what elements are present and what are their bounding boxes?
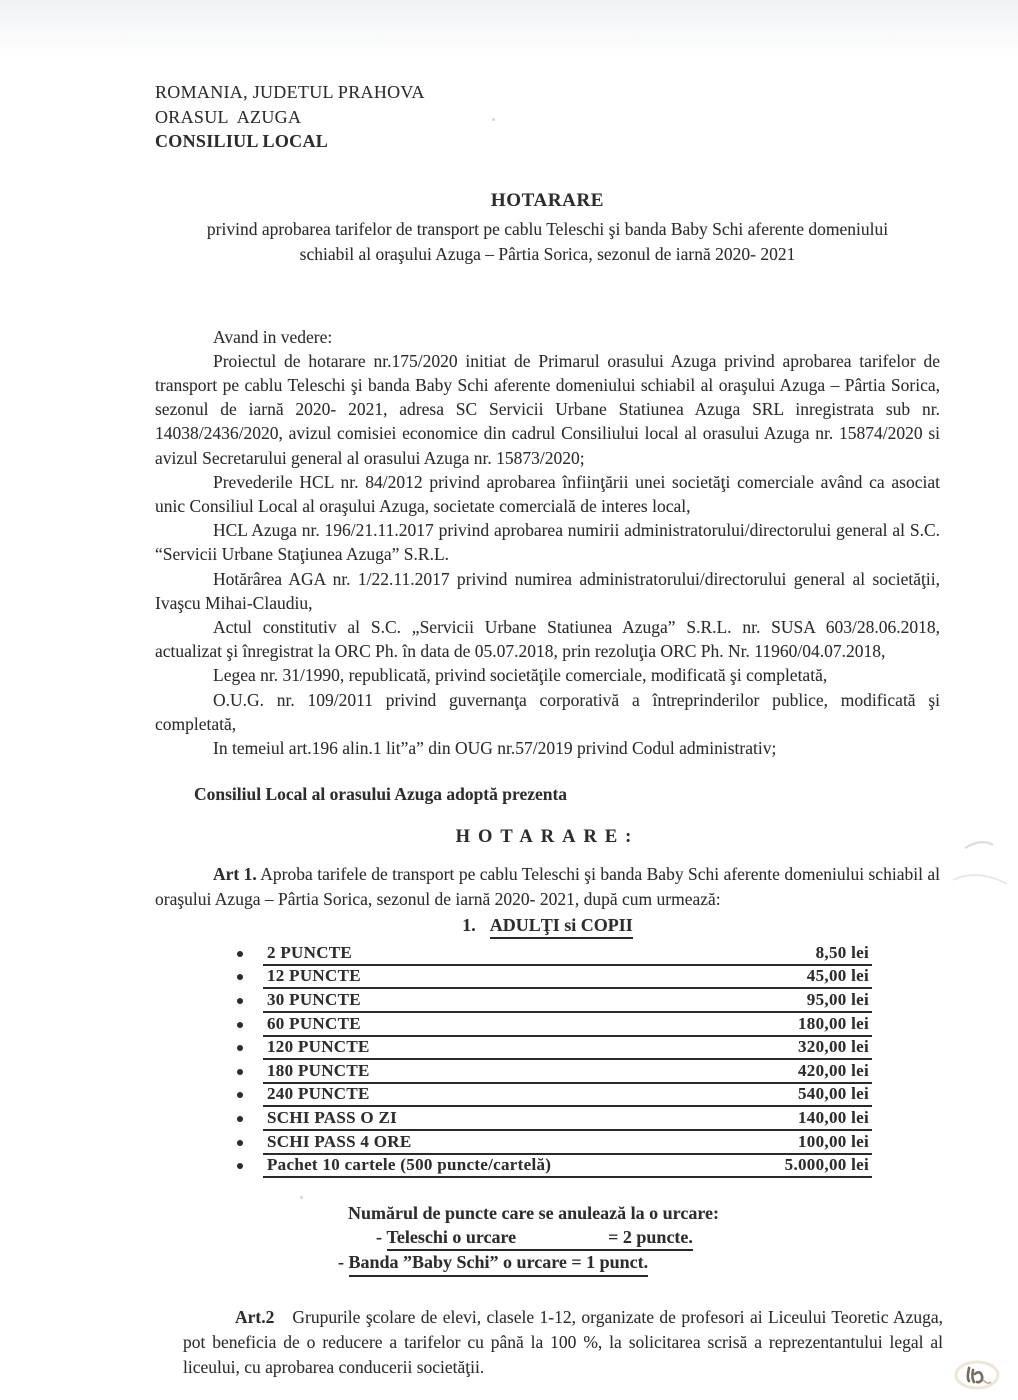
bullet-icon [237, 1140, 243, 1146]
bullet-icon [237, 951, 243, 957]
tariff-price: 420,00 lei [798, 1060, 869, 1080]
tariff-row [263, 989, 872, 1013]
preamble-paragraph: Proiectul de hotarare nr.175/2020 initiat de Primarul orasului Azuga privind aprobarea tarifelor de transport pe cablu Teleschi şi banda Baby Schi aferente domeniului schiabil al oraşului Azuga – Pârtia Sorica, sezonul de iarnă 2020- 2021, adresa SC Servicii Urbane Statiunea Azuga SRL inregistrata sub nr. 14038/2436/2020, avizul comisiei economice din cadrul Consiliului local al orasului Azuga nr. 15874/2020 si avizul Secretarului general al orasului Azuga nr. 15873/2020; [155, 350, 940, 468]
document-subtitle-line2: schiabil al oraşului Azuga – Pârtia Sorica, sezonul de iarnă 2020- 2021 [299, 243, 796, 264]
preamble-paragraphs [155, 349, 940, 760]
tariff-section-title: ADULŢI si COPII [490, 915, 633, 939]
bullet-icon [237, 974, 243, 980]
tariff-price: 8,50 lei [815, 942, 869, 962]
points-rule-teleschi-underlined [387, 1226, 693, 1252]
article-2 [183, 1305, 943, 1380]
tariff-price: 5.000,00 lei [784, 1155, 869, 1175]
teleschi-value: = 2 puncte. [608, 1226, 693, 1247]
tariff-row [263, 1037, 872, 1061]
tariff-row [263, 1131, 872, 1155]
tariff-label: 120 PUNCTE [267, 1037, 370, 1057]
tariff-label: Pachet 10 cartele (500 puncte/cartelă) [267, 1155, 552, 1175]
tariff-row [263, 966, 872, 990]
tariff-row [263, 1084, 872, 1108]
bullet-icon [237, 1092, 243, 1098]
bullet-icon [237, 1022, 243, 1028]
tariff-price: 180,00 lei [798, 1013, 869, 1033]
tariff-label: SCHI PASS O ZI [267, 1107, 398, 1127]
title-block [155, 190, 940, 267]
bullet-icon [237, 1069, 243, 1075]
tariff-label: SCHI PASS 4 ORE [267, 1131, 412, 1151]
preamble-paragraph: In temeiul art.196 alin.1 lit”a” din OUG nr.57/2019 privind Codul administrativ; [213, 737, 777, 758]
tariff-price: 45,00 lei [806, 966, 869, 986]
article-1-label: Art 1. [213, 864, 257, 885]
points-rule-title: Numărul de puncte care se anulează la o urcare: [348, 1203, 719, 1224]
document-subtitle-line1: privind aprobarea tarifelor de transport pe cablu Teleschi şi banda Baby Schi aferente domeniului [206, 218, 889, 239]
faint-pen-mark [945, 820, 1018, 910]
banda-text: Banda ”Baby Schi” o urcare = 1 punct. [349, 1251, 649, 1277]
preamble-paragraph: HCL Azuga nr. 196/21.11.2017 privind aprobarea numirii administratorului/directorului general al S.C. “Servicii Urbane Staţiunea Azuga” S.R.L. [155, 520, 940, 565]
scan-speck [492, 118, 495, 121]
tariff-label: 180 PUNCTE [267, 1060, 370, 1080]
decision-heading: HOTARARE: [455, 827, 640, 848]
dash-prefix: - [338, 1252, 344, 1273]
tariff-label: 12 PUNCTE [267, 966, 361, 986]
bullet-icon [237, 1116, 243, 1122]
article-1-text: Aproba tarifele de transport pe cablu Teleschi şi banda Baby Schi aferente domeniului schiabil al oraşului Azuga – Pârtia Sorica, sezonul de iarnă 2020- 2021, după cum urmează: [155, 864, 941, 909]
tariff-price: 320,00 lei [798, 1037, 869, 1057]
tariff-section-number: 1. [462, 915, 476, 936]
preamble-paragraph: Prevederile HCL nr. 84/2012 privind aprobarea înfiinţării unei societăţi comerciale având ca asociat unic Consiliul Local al oraşului Azuga, societate comercială de interes local, [155, 471, 940, 516]
article-1 [155, 862, 940, 911]
preamble-paragraph: Hotărârea AGA nr. 1/22.11.2017 privind numirea administratorului/directorului general al societăţii, Ivaşcu Mihai-Claudiu, [155, 568, 940, 613]
preamble-paragraph: Legea nr. 31/1990, republicată, privind societăţile comerciale, modificată şi completată, [213, 665, 828, 686]
tariff-section-heading [155, 915, 940, 939]
teleschi-label: Teleschi o urcare [386, 1226, 517, 1247]
document-content [155, 80, 943, 1380]
letterhead-council: CONSILIUL LOCAL [155, 131, 329, 151]
tariff-row [263, 1013, 872, 1037]
tariff-row [263, 1107, 872, 1131]
bullet-icon [237, 998, 243, 1004]
scan-speck [300, 1196, 303, 1199]
bullet-icon [237, 1163, 243, 1169]
article-2-text: Grupurile şcolare de elevi, clasele 1-12, organizate de profesori ai Liceului Teoretic Azuga, pot beneficia de o reducere a tarifelor cu până la 100 %, la solicitarea scrisă a reprezentantului legal al liceului, cu aprobarea conducerii societăţii. [183, 1306, 943, 1377]
tariff-row [263, 942, 872, 966]
letterhead [155, 80, 940, 154]
points-rule-note [338, 1202, 940, 1277]
scan-speck [836, 228, 840, 231]
letterhead-country: ROMANIA, JUDETUL PRAHOVA [155, 82, 425, 102]
preamble-intro: Avand in vedere: [213, 326, 333, 347]
tariff-label: 30 PUNCTE [267, 989, 361, 1009]
tariff-price: 140,00 lei [798, 1107, 869, 1127]
preamble-section [155, 325, 940, 761]
preamble-paragraph: O.U.G. nr. 109/2011 privind guvernanţa corporativă a întreprinderilor publice, modificată şi completată, [155, 689, 940, 734]
document-title: HOTARARE [490, 189, 605, 211]
letterhead-city: ORASUL AZUGA [155, 106, 302, 127]
preamble-paragraph: Actul constitutiv al S.C. „Servicii Urbane Statiunea Azuga” S.R.L. nr. SUSA 603/28.06.2018, actualizat şi înregistrat la ORC Ph. în data de 05.07.2018, prin rezoluţia ORC Ph. Nr. 11960/04.07.2018, [155, 616, 940, 662]
points-rule-teleschi [376, 1226, 940, 1252]
handwritten-mark [945, 1350, 1007, 1396]
tariff-label: 240 PUNCTE [267, 1084, 370, 1104]
article-2-label: Art.2 [235, 1306, 275, 1327]
tariff-list [263, 942, 872, 1178]
tariff-row [263, 1060, 872, 1084]
dash-prefix: - [376, 1226, 382, 1247]
tariff-label: 2 PUNCTE [267, 942, 353, 962]
tariff-label: 60 PUNCTE [267, 1013, 361, 1033]
tariff-row [263, 1155, 872, 1179]
tariff-price: 540,00 lei [798, 1084, 869, 1104]
tariff-price: 100,00 lei [798, 1131, 869, 1151]
points-rule-banda [338, 1251, 940, 1277]
adoption-line: Consiliul Local al orasului Azuga adoptă prezenta [194, 784, 568, 805]
tariff-price: 95,00 lei [806, 989, 869, 1009]
bullet-icon [237, 1045, 243, 1051]
